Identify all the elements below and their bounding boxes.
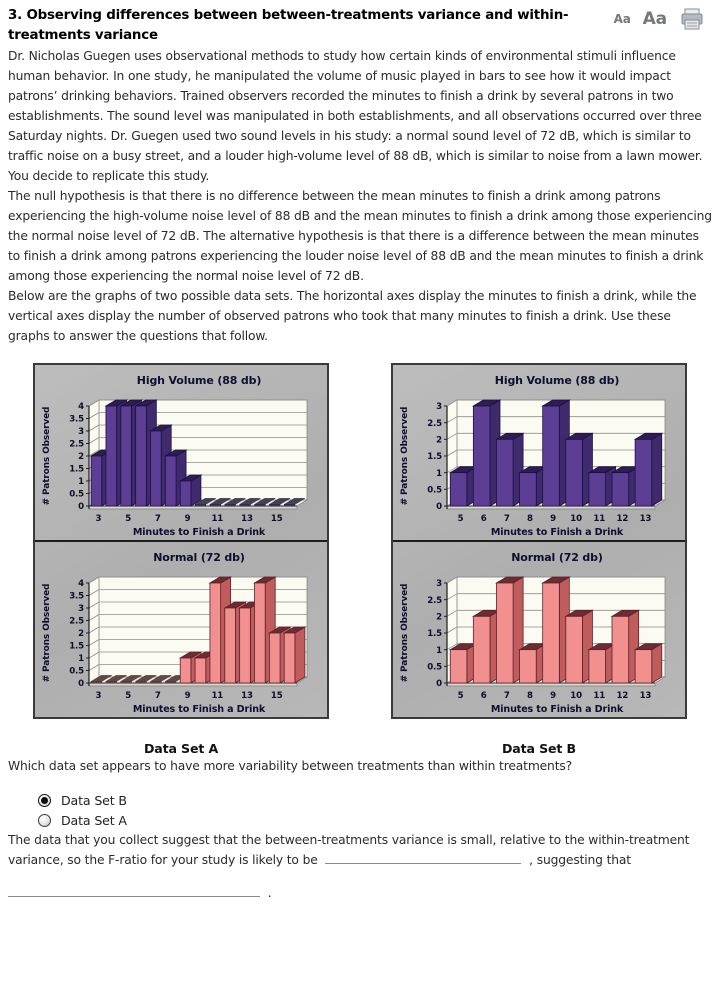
- svg-text:3: 3: [78, 604, 84, 615]
- svg-text:5: 5: [125, 691, 132, 701]
- chart-dataset-a-normal: [35, 542, 327, 717]
- graphs-intro-paragraph: Below are the graphs of two possible data sets. The horizontal axes display the minutes to finish a drink, while the vertical axes display the number of observed patrons who took that many minutes to finish a drink. Use these graphs to answer the questions that follow.: [8, 289, 697, 343]
- chart-dataset-a-high-volume: [35, 365, 327, 540]
- bar: [473, 406, 490, 506]
- y-axis-label: # Patrons Observed: [42, 406, 52, 506]
- y-axis-label: # Patrons Observed: [400, 583, 410, 683]
- chart-title: Normal (72 db): [153, 551, 245, 564]
- svg-text:11: 11: [593, 691, 606, 701]
- chart-svg: [393, 365, 685, 540]
- radio-unselected-icon[interactable]: [38, 814, 51, 827]
- svg-text:5: 5: [457, 514, 464, 524]
- bar: [269, 633, 280, 683]
- svg-text:12: 12: [616, 691, 629, 701]
- svg-text:2.5: 2.5: [427, 418, 442, 429]
- svg-text:5: 5: [125, 514, 132, 524]
- bar: [255, 583, 266, 683]
- svg-text:11: 11: [593, 514, 606, 524]
- svg-text:2.5: 2.5: [427, 595, 442, 606]
- svg-text:0: 0: [436, 679, 442, 690]
- svg-text:2: 2: [78, 629, 84, 640]
- question-text: Which data set appears to have more variability between treatments than within treatments?: [8, 759, 573, 773]
- bar: [543, 583, 560, 683]
- page-header: [8, 6, 709, 46]
- svg-text:0.5: 0.5: [69, 489, 84, 500]
- svg-text:1: 1: [436, 645, 442, 656]
- y-axis-label: # Patrons Observed: [42, 583, 52, 683]
- svg-text:13: 13: [639, 514, 652, 524]
- bar: [520, 650, 537, 683]
- bar: [566, 616, 583, 683]
- chart-dataset-b-high-volume: [393, 365, 685, 540]
- radio-selected-icon[interactable]: [38, 794, 51, 807]
- svg-text:9: 9: [184, 691, 191, 701]
- svg-text:2.5: 2.5: [69, 439, 84, 450]
- svg-text:10: 10: [570, 514, 582, 524]
- svg-text:3.5: 3.5: [69, 591, 84, 602]
- svg-text:0: 0: [78, 679, 84, 690]
- bar: [91, 456, 102, 506]
- svg-text:2.5: 2.5: [69, 616, 84, 627]
- svg-text:0.5: 0.5: [69, 666, 84, 677]
- svg-text:0.5: 0.5: [427, 662, 442, 673]
- x-axis-label: Minutes to Finish a Drink: [132, 527, 266, 538]
- svg-text:7: 7: [503, 691, 510, 701]
- display-controls: [614, 6, 709, 30]
- svg-text:3: 3: [95, 514, 102, 524]
- suggestion-answer-blank[interactable]: [8, 884, 260, 897]
- closing-end-text: .: [267, 886, 272, 900]
- dataset-a-panel: [33, 363, 329, 719]
- chart-title: High Volume (88 db): [136, 374, 262, 387]
- svg-text:1: 1: [78, 477, 84, 488]
- svg-text:4: 4: [78, 402, 84, 413]
- bar: [496, 583, 513, 683]
- y-axis-label: # Patrons Observed: [400, 406, 410, 506]
- bar: [589, 650, 606, 683]
- svg-text:4: 4: [78, 579, 84, 590]
- bar: [195, 658, 206, 683]
- svg-text:13: 13: [639, 691, 652, 701]
- dataset-a-label: Data Set A: [143, 741, 219, 756]
- svg-text:11: 11: [211, 691, 224, 701]
- closing-lead-text: The data that you collect suggest that the between-treatments variance is small, relative to the within-treatment variance, so the F-ratio for your study is likely to be: [8, 833, 690, 867]
- bar: [450, 650, 467, 683]
- svg-text:9: 9: [550, 691, 556, 701]
- intro-paragraph-1: Dr. Nicholas Guegen uses observational methods to study how certain kinds of environmental stimuli influence human behavior. In one study, he manipulated the volume of music played in bars to see how it would impact patrons’ drinking behaviors. Trained observers recorded the minutes to finish a drink by several patrons in two establishments. The sound level was manipulated in both establishments, and all observations occurred over three Saturday nights. Dr. Guegen used two sound levels in his study: a normal sound level of 72 dB, which is similar to traffic noise on a busy street, and a louder high-volume level of 88 dB, which is similar to noise from a lawn mower. You decide to replicate this study.: [8, 49, 703, 183]
- chart-title: High Volume (88 db): [494, 374, 620, 387]
- bar: [121, 406, 132, 506]
- svg-text:10: 10: [570, 691, 582, 701]
- print-button[interactable]: [679, 8, 705, 30]
- svg-text:8: 8: [526, 691, 533, 701]
- page-title: 3. Observing differences between between-treatments variance and within-treatments variance: [8, 8, 569, 43]
- closing-mid-text: , suggesting that: [529, 853, 631, 867]
- radio-option-label: Data Set B: [61, 792, 127, 808]
- svg-text:9: 9: [550, 514, 556, 524]
- bar: [180, 658, 191, 683]
- svg-text:12: 12: [616, 514, 629, 524]
- svg-text:2: 2: [436, 612, 442, 623]
- svg-text:3: 3: [78, 427, 84, 438]
- radio-option-label: Data Set A: [61, 812, 127, 828]
- bar: [473, 616, 490, 683]
- bar: [496, 439, 513, 506]
- bar: [635, 650, 652, 683]
- bar: [240, 608, 251, 683]
- bar: [225, 608, 236, 683]
- svg-text:2: 2: [436, 435, 442, 446]
- radio-option-data-set-a[interactable]: [38, 810, 709, 830]
- svg-text:15: 15: [270, 691, 283, 701]
- svg-text:5: 5: [457, 691, 464, 701]
- bar: [543, 406, 560, 506]
- bar: [612, 616, 629, 683]
- dataset-b-label: Data Set B: [502, 741, 576, 756]
- svg-text:6: 6: [480, 691, 487, 701]
- svg-text:2: 2: [78, 452, 84, 463]
- chart-svg: [393, 542, 685, 717]
- bar: [520, 473, 537, 506]
- bar: [165, 456, 176, 506]
- dataset-b-panel: [391, 363, 687, 719]
- decrease-font-button[interactable]: Aa: [613, 12, 631, 26]
- bar: [136, 406, 147, 506]
- x-axis-label: Minutes to Finish a Drink: [490, 704, 624, 715]
- svg-text:3.5: 3.5: [69, 414, 84, 425]
- svg-text:0: 0: [436, 502, 442, 513]
- svg-text:1.5: 1.5: [427, 629, 442, 640]
- dataset-labels-row: [33, 741, 709, 756]
- svg-text:1: 1: [78, 654, 84, 665]
- svg-text:1.5: 1.5: [427, 452, 442, 463]
- f-ratio-answer-blank[interactable]: [325, 851, 521, 864]
- bar: [106, 406, 117, 506]
- svg-text:15: 15: [270, 514, 283, 524]
- svg-text:11: 11: [211, 514, 224, 524]
- svg-text:8: 8: [526, 514, 533, 524]
- bar: [612, 473, 629, 506]
- svg-text:1: 1: [436, 468, 442, 479]
- x-axis-label: Minutes to Finish a Drink: [132, 704, 266, 715]
- bar: [180, 481, 191, 506]
- chart-svg: [35, 365, 327, 540]
- hypothesis-paragraph: The null hypothesis is that there is no difference between the mean minutes to finish a drink among patrons experiencing the high-volume noise level of 88 dB and the mean minutes to finish a drink among those experiencing the normal noise level of 72 dB. The alternative hypothesis is that there is a difference between the mean minutes to finish a drink among patrons experiencing the louder noise level of 88 dB and the mean minutes to finish a drink among those experiencing the normal noise level of 72 dB.: [8, 189, 712, 283]
- svg-text:3: 3: [95, 691, 102, 701]
- bar: [284, 633, 295, 683]
- svg-text:13: 13: [241, 514, 253, 524]
- options-group: [38, 790, 709, 830]
- svg-text:3: 3: [436, 579, 442, 590]
- bar: [450, 473, 467, 506]
- bar: [151, 431, 162, 506]
- bar: [589, 473, 606, 506]
- closing-paragraph: [8, 830, 714, 903]
- bar: [566, 439, 583, 506]
- bar: [210, 583, 221, 683]
- svg-text:9: 9: [184, 514, 191, 524]
- svg-text:7: 7: [154, 691, 161, 701]
- svg-text:0: 0: [78, 502, 84, 513]
- svg-text:13: 13: [241, 691, 253, 701]
- svg-text:0.5: 0.5: [427, 485, 442, 496]
- bar: [635, 439, 652, 506]
- svg-text:6: 6: [480, 514, 487, 524]
- svg-text:3: 3: [436, 402, 442, 413]
- radio-option-data-set-b[interactable]: [38, 790, 709, 810]
- svg-text:7: 7: [503, 514, 510, 524]
- charts-row: [33, 363, 709, 719]
- printer-icon: [679, 8, 705, 30]
- chart-title: Normal (72 db): [511, 551, 603, 564]
- increase-font-button[interactable]: Aa: [642, 9, 667, 29]
- chart-dataset-b-normal: [393, 542, 685, 717]
- x-axis-label: Minutes to Finish a Drink: [490, 527, 624, 538]
- chart-svg: [35, 542, 327, 717]
- svg-text:1.5: 1.5: [69, 464, 84, 475]
- svg-text:1.5: 1.5: [69, 641, 84, 652]
- svg-text:7: 7: [154, 514, 161, 524]
